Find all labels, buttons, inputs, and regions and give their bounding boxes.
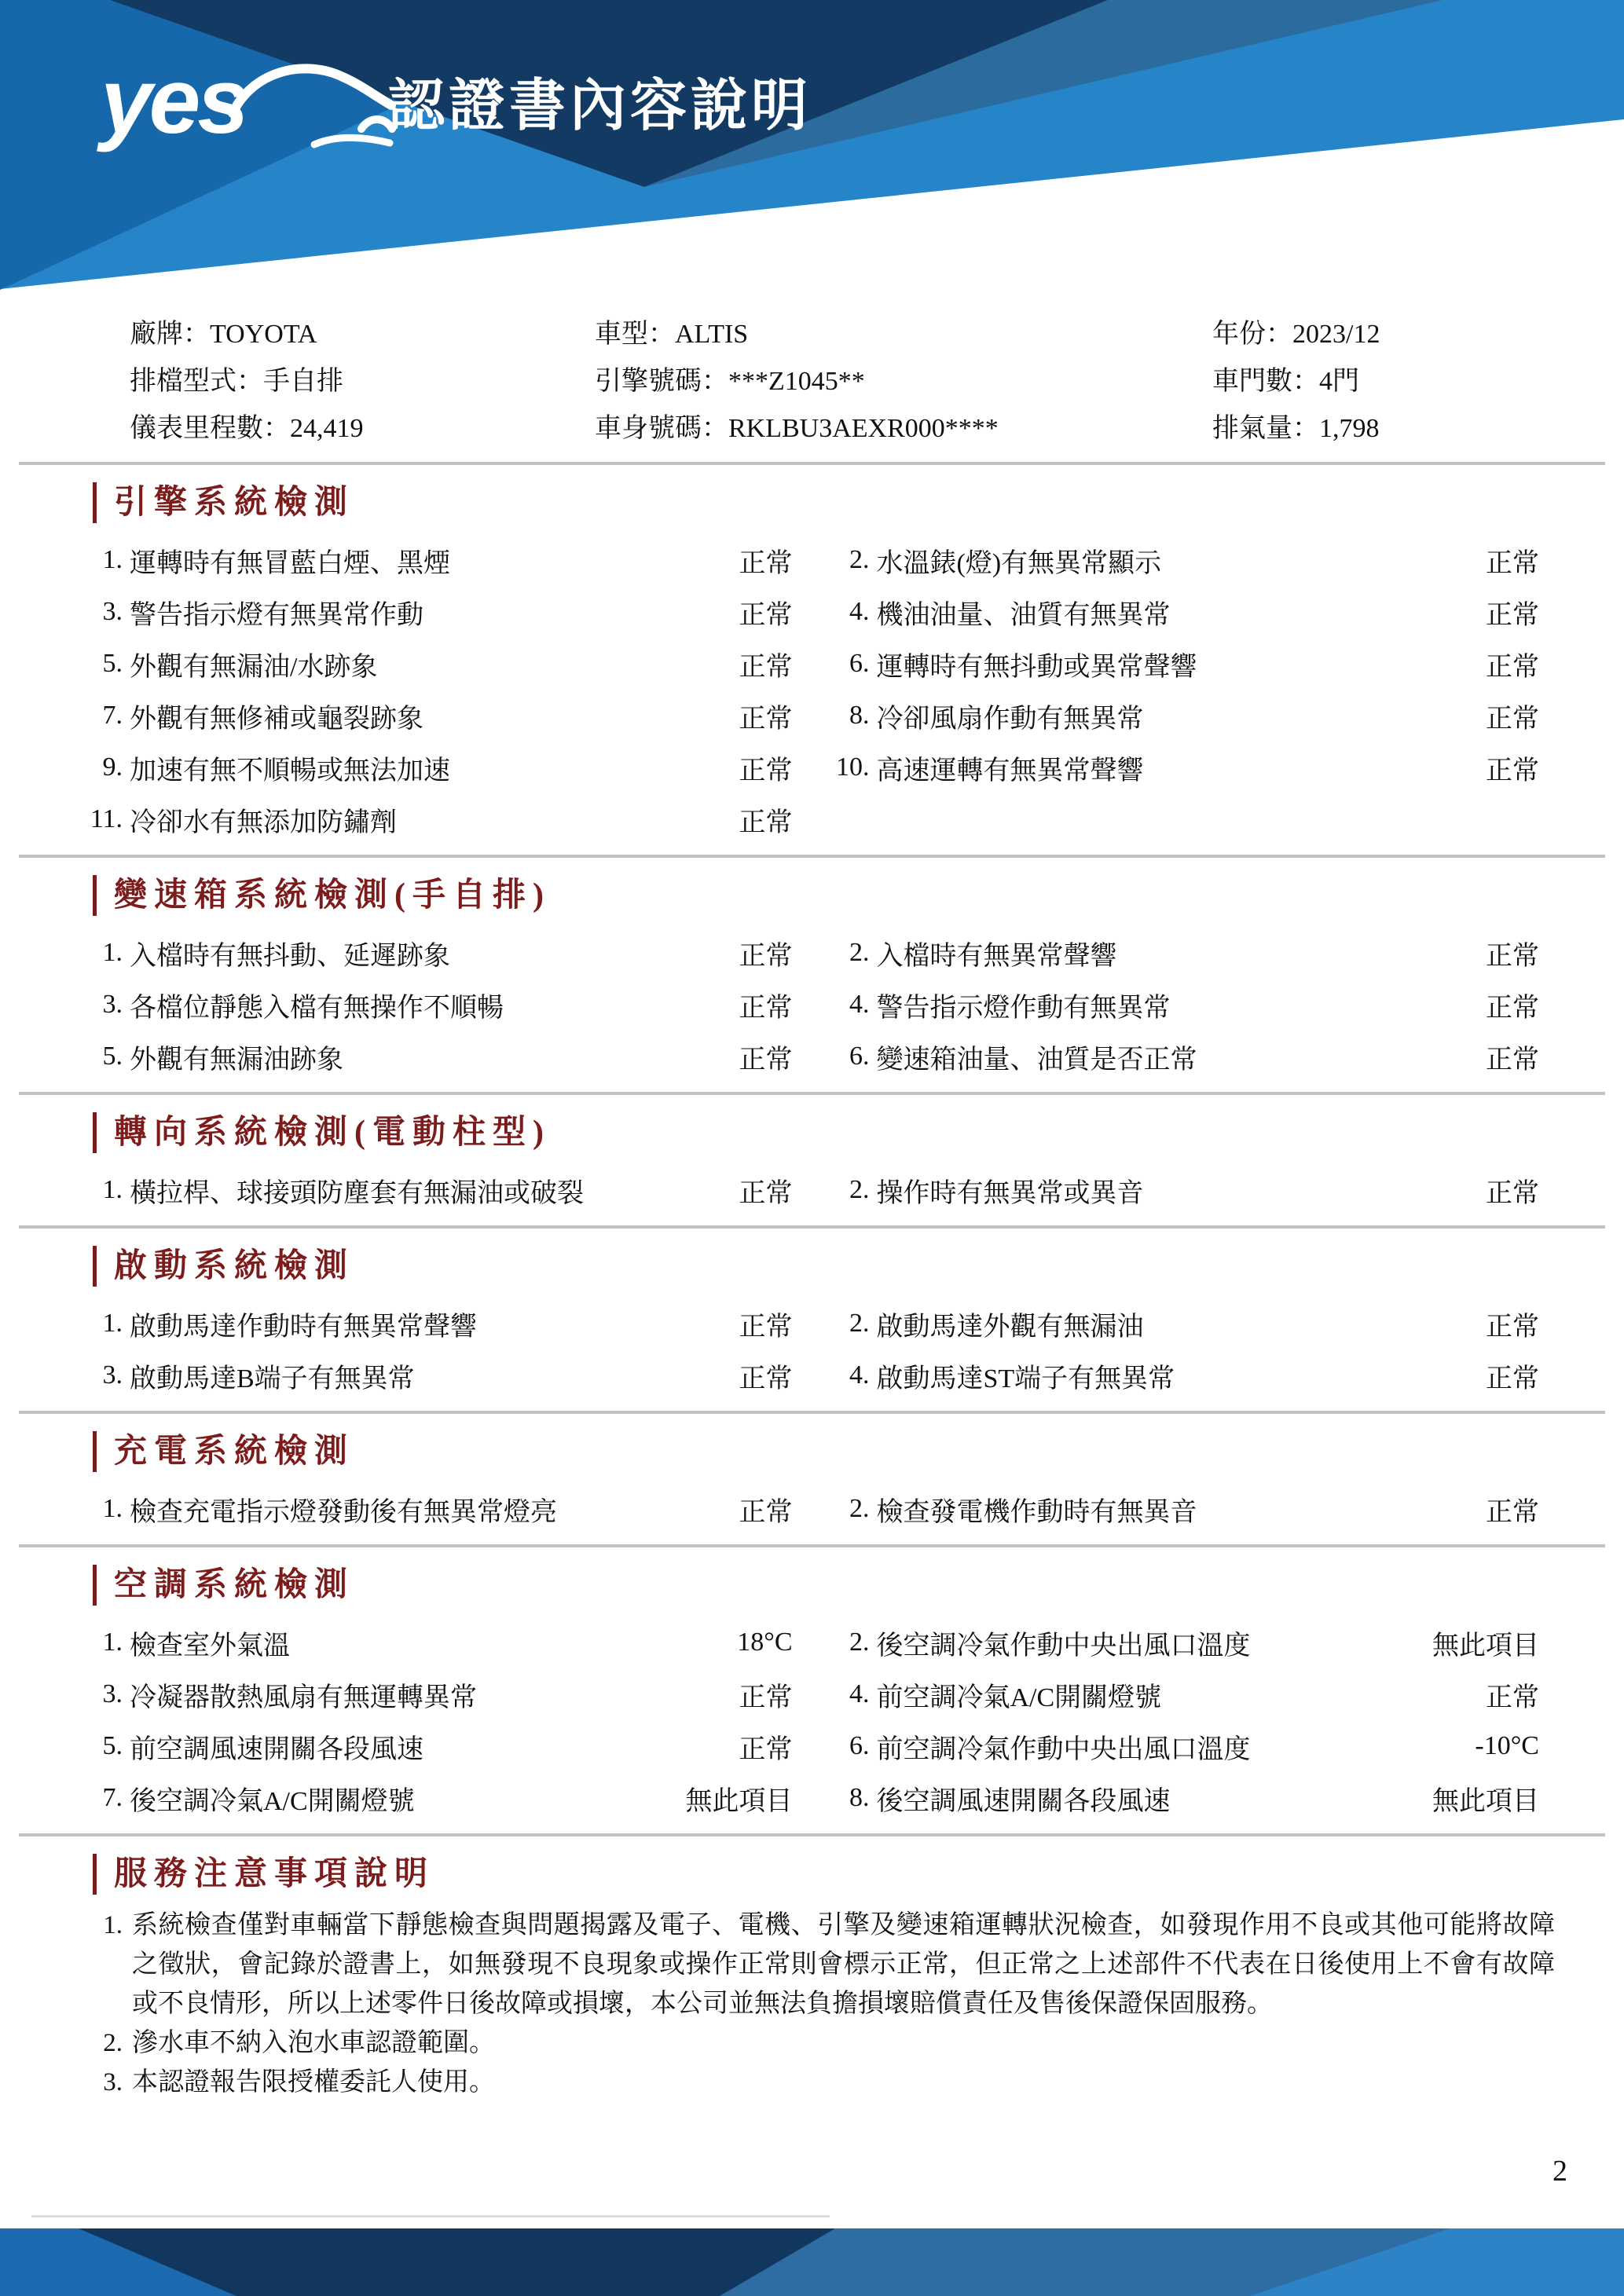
check-item-label: 檢查發電機作動時有無異音 [876, 1497, 1197, 1527]
check-item [824, 742, 1540, 793]
check-item [77, 1298, 793, 1349]
page-header [0, 0, 1624, 330]
check-item-number: 10. [836, 753, 870, 782]
check-item [824, 1617, 1540, 1668]
check-item-status: 正常 [1486, 756, 1539, 785]
check-item-status: 正常 [739, 1045, 793, 1075]
check-item-number: 5. [102, 649, 123, 678]
vehicle-field: 排氣量：1,798 [1212, 414, 1380, 443]
check-item-label: 變速箱油量、油質是否正常 [876, 1045, 1197, 1075]
check-item-status: 正常 [739, 1683, 793, 1712]
check-item-label: 機油油量、油質有無異常 [876, 600, 1171, 630]
check-item-number: 8. [849, 701, 870, 730]
check-item [77, 1720, 793, 1772]
check-item-status: 正常 [1486, 548, 1539, 578]
check-item-number: 2. [849, 545, 870, 574]
check-item-status: 正常 [739, 1364, 793, 1393]
check-item [824, 1031, 1540, 1082]
check-item-number: 1. [102, 1309, 123, 1338]
check-item-label: 冷卻水有無添加防鏽劑 [130, 807, 397, 837]
check-item [77, 1164, 793, 1216]
check-items [77, 1617, 1539, 1824]
check-item-label: 前空調冷氣作動中央出風口溫度 [876, 1734, 1251, 1764]
yes-logo [94, 49, 385, 173]
check-item [77, 1617, 793, 1668]
check-item-number: 1. [102, 1175, 123, 1204]
check-item-number: 8. [849, 1783, 870, 1812]
service-note [77, 2063, 1555, 2102]
check-item-label: 運轉時有無抖動或異常聲響 [876, 652, 1197, 682]
check-item [77, 1772, 793, 1824]
check-item-number: 2. [849, 1175, 870, 1204]
check-item-number: 3. [102, 597, 123, 626]
section-title: 轉向系統檢測(電動柱型) [93, 1112, 1624, 1153]
check-item-label: 前空調冷氣A/C開關燈號 [876, 1683, 1162, 1712]
check-item-status: 正常 [739, 1734, 793, 1764]
check-item [824, 1164, 1540, 1216]
check-item-number: 3. [102, 990, 123, 1019]
check-item-status: 正常 [1486, 1683, 1539, 1712]
check-item [77, 1349, 793, 1401]
vehicle-field: 排檔型式：手自排 [130, 367, 343, 396]
check-item-label: 啟動馬達作動時有無異常聲響 [130, 1312, 477, 1342]
check-item-number: 3. [102, 1360, 123, 1390]
check-item-label: 外觀有無修補或龜裂跡象 [130, 704, 423, 734]
check-item-label: 外觀有無漏油跡象 [130, 1045, 343, 1075]
section-divider [19, 1544, 1605, 1547]
check-item-number: 6. [849, 1042, 870, 1071]
check-item-number: 9. [102, 753, 123, 782]
check-item-number: 4. [849, 1679, 870, 1708]
check-item-label: 啟動馬達B端子有無異常 [130, 1364, 415, 1393]
check-item-status: 正常 [739, 1178, 793, 1208]
section-divider [19, 855, 1605, 858]
check-items [77, 534, 1539, 845]
check-item-status: 正常 [739, 756, 793, 785]
check-item-label: 檢查充電指示燈發動後有無異常燈亮 [130, 1497, 557, 1527]
check-item-label: 入檔時有無抖動、延遲跡象 [130, 941, 450, 971]
section-title: 空調系統檢測 [93, 1565, 1624, 1606]
footer-divider [31, 2215, 830, 2217]
check-items [77, 1483, 1539, 1535]
vehicle-field: 年份：2023/12 [1212, 320, 1380, 349]
check-item-status: 正常 [739, 807, 793, 837]
check-item-label: 高速運轉有無異常聲響 [876, 756, 1144, 785]
inspection-sections [0, 462, 1624, 2102]
check-item-label: 冷凝器散熱風扇有無運轉異常 [130, 1683, 477, 1712]
check-item [77, 927, 793, 979]
check-item-label: 檢查室外氣溫 [130, 1631, 290, 1661]
check-item-label: 各檔位靜態入檔有無操作不順暢 [130, 993, 504, 1023]
vehicle-field: 儀表里程數：24,419 [130, 414, 364, 443]
check-item-number: 7. [102, 1783, 123, 1812]
notes-title: 服務注意事項說明 [93, 1854, 1624, 1895]
service-note [77, 2023, 1555, 2063]
service-note-number: 3. [103, 2068, 123, 2096]
page-title: 認證書內容說明 [388, 75, 812, 137]
check-item-label: 後空調冷氣A/C開關燈號 [130, 1786, 415, 1816]
check-item-number: 1. [102, 545, 123, 574]
check-item [824, 534, 1540, 586]
check-item [77, 638, 793, 690]
service-note-text: 本認證報告限授權委託人使用。 [132, 2068, 495, 2096]
check-item-number: 6. [849, 649, 870, 678]
check-item [77, 1668, 793, 1720]
section-title: 充電系統檢測 [93, 1431, 1624, 1472]
check-item-number: 4. [849, 990, 870, 1019]
check-item-status: 正常 [739, 1312, 793, 1342]
section-title: 引擎系統檢測 [93, 482, 1624, 523]
check-item [824, 638, 1540, 690]
check-item [824, 586, 1540, 638]
check-item [77, 979, 793, 1031]
check-item-number: 2. [849, 1628, 870, 1657]
check-item-label: 操作時有無異常或異音 [876, 1178, 1144, 1208]
section-divider [19, 462, 1605, 465]
page-number: 2 [1553, 2155, 1567, 2188]
check-item-status: 正常 [739, 548, 793, 578]
check-item-status: 正常 [1486, 941, 1539, 971]
check-item [824, 927, 1540, 979]
check-item [77, 793, 793, 845]
service-note-text: 系統檢查僅對車輛當下靜態檢查與問題揭露及電子、電機、引擎及變速箱運轉狀況檢查，如發現作用不良或其他可能將故障之徵狀，會記錄於證書上，如無發現不良現象或操作正常則會標示正常，但正常之上述部件不代表在日後使用上不會有故障或不良情形，所以上述零件日後故障或損壞，本公司並無法負擔損壞賠償責任及售後保證保固服務。 [132, 1911, 1555, 2018]
check-item [77, 586, 793, 638]
check-item-number: 1. [102, 1494, 123, 1523]
check-item [77, 690, 793, 742]
vehicle-field: 車型：ALTIS [595, 320, 749, 349]
check-item-status: 正常 [739, 993, 793, 1023]
check-item-label: 外觀有無漏油/水跡象 [130, 652, 378, 682]
check-item-status: 正常 [1486, 1364, 1539, 1393]
section-divider [19, 1833, 1605, 1836]
check-items [77, 1164, 1539, 1216]
vehicle-field: 車身號碼：RKLBU3AEXR000**** [595, 414, 999, 443]
service-note-number: 2. [103, 2029, 123, 2057]
check-item [824, 1483, 1540, 1535]
car-outline-icon [222, 41, 410, 159]
check-item-status: 正常 [739, 652, 793, 682]
service-notes [77, 1906, 1555, 2102]
check-item-number: 6. [849, 1731, 870, 1760]
check-item-status: 正常 [739, 1497, 793, 1527]
check-item-number: 3. [102, 1679, 123, 1708]
check-item [824, 979, 1540, 1031]
section-divider [19, 1411, 1605, 1414]
check-items [77, 927, 1539, 1082]
vehicle-info [130, 311, 1577, 452]
check-item-number: 2. [849, 938, 870, 967]
check-item-label: 水溫錶(燈)有無異常顯示 [876, 548, 1162, 578]
check-item-status: 正常 [1486, 652, 1539, 682]
check-item-status: -10°C [1475, 1731, 1539, 1760]
check-item-status: 正常 [739, 941, 793, 971]
check-item-label: 警告指示燈有無異常作動 [130, 600, 423, 630]
certificate-content [0, 311, 1624, 2102]
check-item-label: 運轉時有無冒藍白煙、黑煙 [130, 548, 450, 578]
check-item-number: 7. [102, 701, 123, 730]
check-item-number: 5. [102, 1042, 123, 1071]
check-item-label: 加速有無不順暢或無法加速 [130, 756, 450, 785]
check-item [77, 1031, 793, 1082]
service-note-text: 滲水車不納入泡水車認證範圍。 [132, 2029, 495, 2057]
check-item-number: 2. [849, 1494, 870, 1523]
check-item-status: 正常 [739, 704, 793, 734]
check-item-status: 正常 [1486, 600, 1539, 630]
check-item-label: 啟動馬達ST端子有無異常 [876, 1364, 1175, 1393]
check-item [824, 690, 1540, 742]
check-item-label: 警告指示燈作動有無異常 [876, 993, 1171, 1023]
check-item-label: 後空調風速開關各段風速 [876, 1786, 1171, 1816]
yes-logo-text: yes [101, 49, 246, 153]
check-item [824, 1349, 1540, 1401]
section-title: 啟動系統檢測 [93, 1246, 1624, 1287]
section-divider [19, 1092, 1605, 1095]
check-item-status: 正常 [1486, 1497, 1539, 1527]
check-item-status: 無此項目 [1432, 1631, 1539, 1661]
check-item-status: 正常 [1486, 1045, 1539, 1075]
check-item-label: 前空調風速開關各段風速 [130, 1734, 423, 1764]
check-item-status: 18°C [737, 1628, 793, 1657]
check-item-label: 橫拉桿、球接頭防塵套有無漏油或破裂 [130, 1178, 584, 1208]
check-item-number: 11. [90, 804, 123, 833]
check-item [824, 1298, 1540, 1349]
check-item-number: 1. [102, 1628, 123, 1657]
check-items [77, 1298, 1539, 1401]
check-item-number: 1. [102, 938, 123, 967]
check-item-label: 後空調冷氣作動中央出風口溫度 [876, 1631, 1251, 1661]
check-item-status: 無此項目 [685, 1786, 793, 1816]
check-item [77, 1483, 793, 1535]
check-item-status: 正常 [1486, 1178, 1539, 1208]
check-item-label: 啟動馬達外觀有無漏油 [876, 1312, 1144, 1342]
page-footer [0, 2228, 1624, 2296]
check-item [77, 534, 793, 586]
service-note-number: 1. [103, 1911, 123, 1939]
check-item-number: 4. [849, 1360, 870, 1390]
section-title: 變速箱系統檢測(手自排) [93, 875, 1624, 916]
check-item-label: 冷卻風扇作動有無異常 [876, 704, 1144, 734]
check-item [824, 1772, 1540, 1824]
check-item-number: 4. [849, 597, 870, 626]
check-item-number: 2. [849, 1309, 870, 1338]
check-item-label: 入檔時有無異常聲響 [876, 941, 1117, 971]
check-item [824, 1668, 1540, 1720]
check-item-number: 5. [102, 1731, 123, 1760]
vehicle-field: 車門數：4門 [1212, 367, 1359, 396]
check-item-status: 正常 [1486, 1312, 1539, 1342]
check-item-status: 正常 [739, 600, 793, 630]
vehicle-field: 引擎號碼：***Z1045** [595, 367, 865, 396]
check-item-status: 無此項目 [1432, 1786, 1539, 1816]
check-item-status: 正常 [1486, 993, 1539, 1023]
check-item [77, 742, 793, 793]
section-divider [19, 1225, 1605, 1229]
check-item-status: 正常 [1486, 704, 1539, 734]
vehicle-field: 廠牌：TOYOTA [130, 320, 317, 349]
service-note [77, 1906, 1555, 2023]
check-item [824, 1720, 1540, 1772]
